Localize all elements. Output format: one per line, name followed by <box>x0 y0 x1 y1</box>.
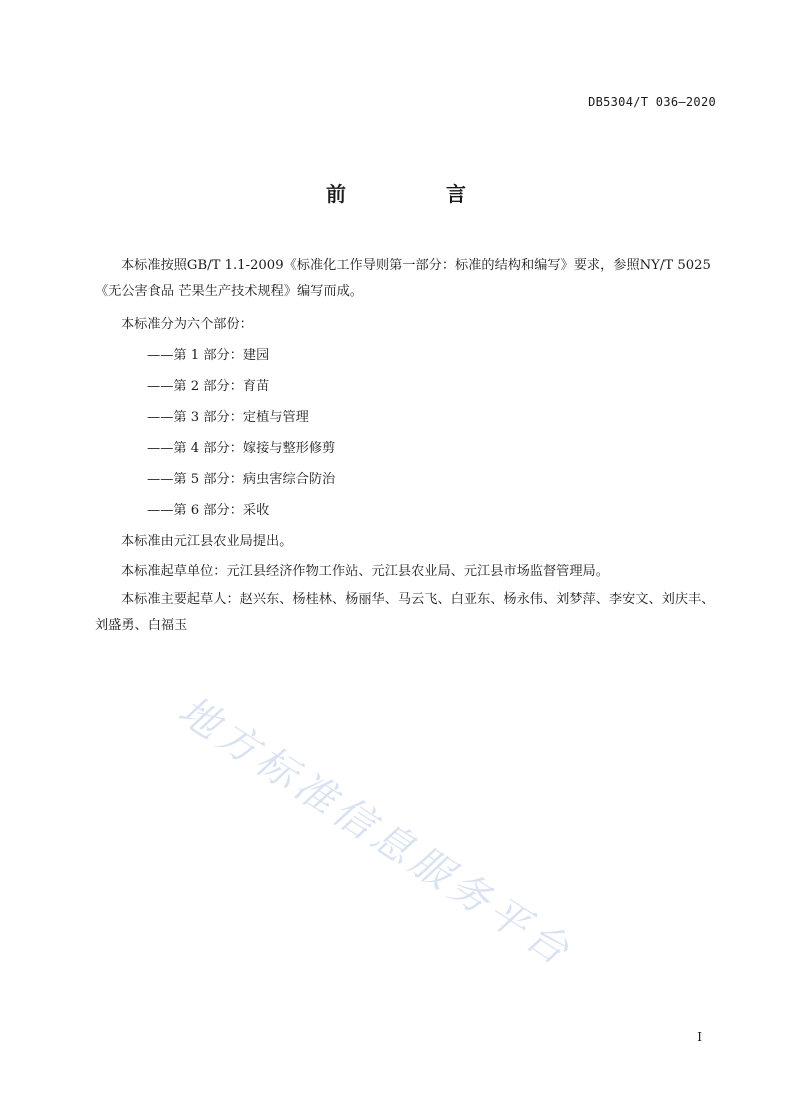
paragraph-drafting-units: 本标准起草单位：元江县经济作物工作站、元江县农业局、元江县市场监督管理局。 <box>121 564 609 579</box>
section-title: 前 言 <box>326 182 506 206</box>
paragraph-drafters: 本标准主要起草人：赵兴东、杨桂林、杨丽华、马云飞、白亚东、杨永伟、刘梦萍、李安文、刘庆丰、刘盛勇、白福玉 <box>95 592 715 633</box>
list-item-part-2: ——第 2 部分：育苗 <box>147 379 270 394</box>
list-item-part-1: ——第 1 部分：建园 <box>147 348 270 363</box>
page-number: I <box>697 1030 702 1044</box>
list-item-part-6: ——第 6 部分：采收 <box>147 503 270 518</box>
watermark-text: 地方标准信息服务平台 <box>170 687 581 977</box>
paragraph-parts-intro: 本标准分为六个部份： <box>121 317 253 332</box>
list-item-part-3: ——第 3 部分：定植与管理 <box>147 410 309 425</box>
list-item-part-5: ——第 5 部分：病虫害综合防治 <box>147 472 336 487</box>
document-code: DB5304/T 036—2020 <box>588 95 716 109</box>
list-item-part-4: ——第 4 部分：嫁接与整形修剪 <box>147 441 336 456</box>
paragraph-proposer: 本标准由元江县农业局提出。 <box>121 534 293 549</box>
foreword-body <box>95 253 721 639</box>
paragraph-basis: 本标准按照GB/T 1.1-2009《标准化工作导则第一部分：标准的结构和编写》要求，参照NY/T 5025《无公害食品 芒果生产技术规程》编写而成。 <box>95 258 711 299</box>
